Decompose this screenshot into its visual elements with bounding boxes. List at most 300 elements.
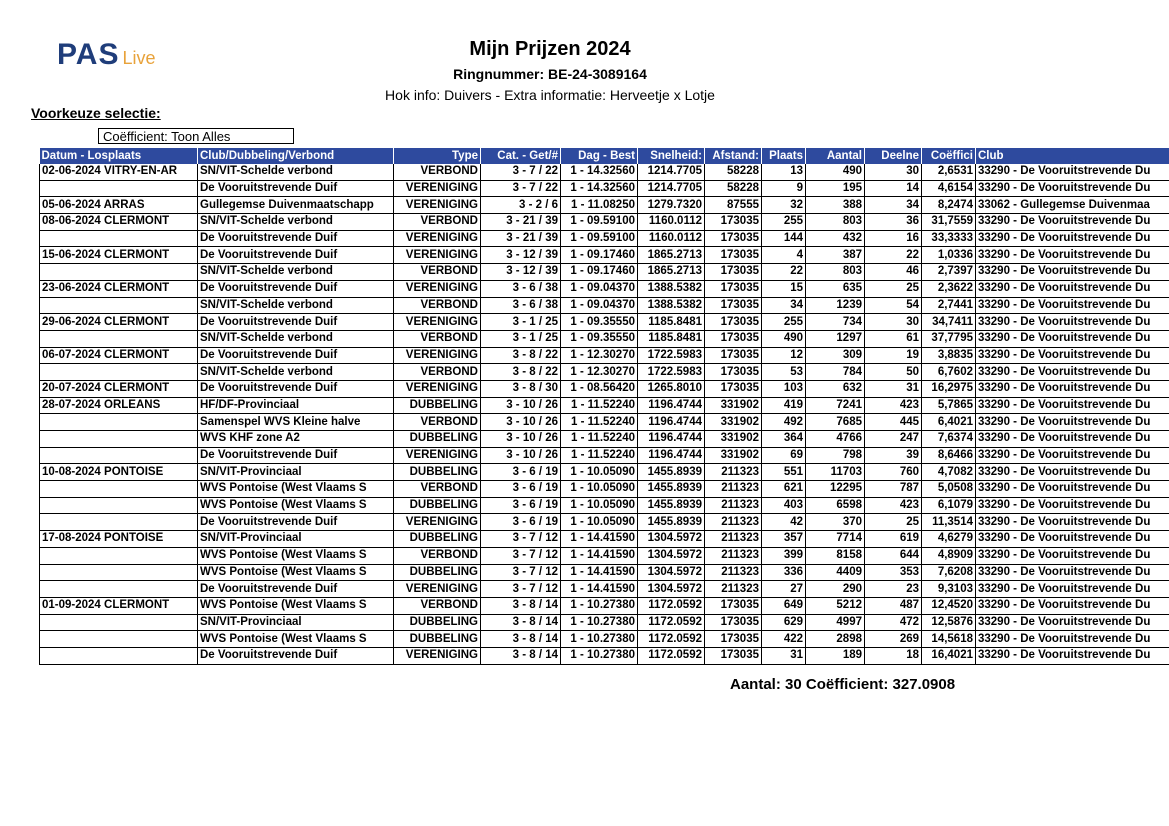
cell-snelheid: 1279.7320	[638, 197, 705, 214]
cell-deelne: 644	[865, 547, 922, 564]
cell-datum	[40, 614, 198, 631]
cell-dag: 1 - 14.32560	[561, 164, 638, 180]
cell-afstand: 331902	[705, 414, 762, 431]
cell-datum	[40, 180, 198, 197]
cell-club: 33290 - De Vooruitstrevende Du	[976, 397, 1169, 414]
cell-cat: 3 - 8 / 22	[481, 364, 561, 381]
cell-afstand: 211323	[705, 547, 762, 564]
cell-club-dubbeling: De Vooruitstrevende Duif	[198, 180, 394, 197]
cell-dag: 1 - 12.30270	[561, 347, 638, 364]
cell-club: 33290 - De Vooruitstrevende Du	[976, 447, 1169, 464]
cell-afstand: 211323	[705, 514, 762, 531]
cell-snelheid: 1455.8939	[638, 497, 705, 514]
table-row	[40, 464, 1169, 481]
cell-coefficient: 5,7865	[922, 397, 976, 414]
cell-type: VERBOND	[394, 264, 481, 281]
cell-club-dubbeling: SN/VIT-Schelde verbond	[198, 297, 394, 314]
cell-dag: 1 - 14.32560	[561, 180, 638, 197]
cell-snelheid: 1214.7705	[638, 164, 705, 180]
cell-cat: 3 - 6 / 38	[481, 280, 561, 297]
cell-deelne: 46	[865, 264, 922, 281]
cell-type: DUBBELING	[394, 464, 481, 481]
table-row	[40, 531, 1169, 548]
cell-aantal: 189	[806, 647, 865, 664]
cell-deelne: 61	[865, 330, 922, 347]
table-row	[40, 647, 1169, 664]
cell-type: VERBOND	[394, 481, 481, 498]
cell-club: 33290 - De Vooruitstrevende Du	[976, 564, 1169, 581]
cell-cat: 3 - 6 / 19	[481, 464, 561, 481]
cell-snelheid: 1160.0112	[638, 230, 705, 247]
cell-dag: 1 - 14.41590	[561, 564, 638, 581]
cell-cat: 3 - 8 / 14	[481, 614, 561, 631]
cell-afstand: 173035	[705, 330, 762, 347]
cell-club-dubbeling: SN/VIT-Provinciaal	[198, 464, 394, 481]
cell-snelheid: 1160.0112	[638, 214, 705, 231]
cell-afstand: 173035	[705, 347, 762, 364]
cell-snelheid: 1455.8939	[638, 481, 705, 498]
cell-dag: 1 - 09.04370	[561, 280, 638, 297]
cell-snelheid: 1304.5972	[638, 531, 705, 548]
cell-afstand: 211323	[705, 531, 762, 548]
cell-aantal: 784	[806, 364, 865, 381]
cell-plaats: 4	[762, 247, 806, 264]
cell-aantal: 2898	[806, 631, 865, 648]
cell-datum	[40, 564, 198, 581]
cell-type: VERBOND	[394, 214, 481, 231]
cell-type: VERENIGING	[394, 197, 481, 214]
cell-datum	[40, 514, 198, 531]
cell-plaats: 31	[762, 647, 806, 664]
cell-type: VERBOND	[394, 364, 481, 381]
cell-aantal: 8158	[806, 547, 865, 564]
cell-club: 33290 - De Vooruitstrevende Du	[976, 531, 1169, 548]
cell-deelne: 19	[865, 347, 922, 364]
cell-aantal: 490	[806, 164, 865, 180]
table-row	[40, 180, 1169, 197]
col-header-coefficient: Coëffici	[922, 148, 976, 164]
cell-deelne: 39	[865, 447, 922, 464]
cell-type: VERENIGING	[394, 247, 481, 264]
cell-datum	[40, 230, 198, 247]
table-row	[40, 564, 1169, 581]
cell-club: 33290 - De Vooruitstrevende Du	[976, 464, 1169, 481]
cell-plaats: 399	[762, 547, 806, 564]
cell-aantal: 4997	[806, 614, 865, 631]
cell-type: VERBOND	[394, 164, 481, 180]
cell-deelne: 760	[865, 464, 922, 481]
cell-cat: 3 - 8 / 14	[481, 631, 561, 648]
cell-plaats: 649	[762, 597, 806, 614]
cell-coefficient: 2,7397	[922, 264, 976, 281]
table-row	[40, 597, 1169, 614]
cell-cat: 3 - 7 / 22	[481, 164, 561, 180]
cell-plaats: 27	[762, 581, 806, 598]
cell-snelheid: 1388.5382	[638, 280, 705, 297]
col-header-club: Club	[976, 148, 1169, 164]
table-row	[40, 347, 1169, 364]
cell-plaats: 255	[762, 214, 806, 231]
cell-coefficient: 5,0508	[922, 481, 976, 498]
cell-type: DUBBELING	[394, 431, 481, 448]
cell-datum	[40, 414, 198, 431]
cell-club: 33290 - De Vooruitstrevende Du	[976, 581, 1169, 598]
cell-deelne: 54	[865, 297, 922, 314]
cell-afstand: 173035	[705, 230, 762, 247]
cell-deelne: 487	[865, 597, 922, 614]
cell-dag: 1 - 14.41590	[561, 547, 638, 564]
cell-club: 33290 - De Vooruitstrevende Du	[976, 314, 1169, 331]
cell-aantal: 632	[806, 380, 865, 397]
cell-coefficient: 6,7602	[922, 364, 976, 381]
table-row	[40, 447, 1169, 464]
cell-cat: 3 - 12 / 39	[481, 247, 561, 264]
cell-afstand: 173035	[705, 647, 762, 664]
cell-datum	[40, 330, 198, 347]
cell-club-dubbeling: De Vooruitstrevende Duif	[198, 447, 394, 464]
summary-totals: Aantal: 30 Coëfficient: 327.0908	[730, 676, 956, 693]
col-header-plaats: Plaats	[762, 148, 806, 164]
cell-club: 33290 - De Vooruitstrevende Du	[976, 414, 1169, 431]
table-row	[40, 247, 1169, 264]
cell-aantal: 7714	[806, 531, 865, 548]
cell-afstand: 331902	[705, 447, 762, 464]
cell-coefficient: 6,1079	[922, 497, 976, 514]
table-row	[40, 431, 1169, 448]
cell-deelne: 472	[865, 614, 922, 631]
cell-coefficient: 2,6531	[922, 164, 976, 180]
cell-afstand: 331902	[705, 397, 762, 414]
cell-datum	[40, 297, 198, 314]
table-row	[40, 364, 1169, 381]
cell-plaats: 9	[762, 180, 806, 197]
cell-datum: 28-07-2024 ORLEANS	[40, 397, 198, 414]
cell-afstand: 331902	[705, 431, 762, 448]
cell-datum: 06-07-2024 CLERMONT	[40, 347, 198, 364]
cell-coefficient: 2,7441	[922, 297, 976, 314]
cell-aantal: 387	[806, 247, 865, 264]
cell-deelne: 34	[865, 197, 922, 214]
cell-club: 33290 - De Vooruitstrevende Du	[976, 497, 1169, 514]
cell-club: 33290 - De Vooruitstrevende Du	[976, 264, 1169, 281]
cell-coefficient: 37,7795	[922, 330, 976, 347]
cell-type: DUBBELING	[394, 531, 481, 548]
cell-club-dubbeling: Samenspel WVS Kleine halve	[198, 414, 394, 431]
cell-deelne: 25	[865, 514, 922, 531]
cell-club-dubbeling: SN/VIT-Schelde verbond	[198, 214, 394, 231]
cell-dag: 1 - 09.59100	[561, 230, 638, 247]
cell-club: 33062 - Gullegemse Duivenmaa	[976, 197, 1169, 214]
cell-datum	[40, 431, 198, 448]
col-header-club-dubbeling: Club/Dubbeling/Verbond	[198, 148, 394, 164]
cell-snelheid: 1455.8939	[638, 464, 705, 481]
cell-cat: 3 - 6 / 19	[481, 481, 561, 498]
cell-cat: 3 - 8 / 14	[481, 647, 561, 664]
cell-club-dubbeling: De Vooruitstrevende Duif	[198, 247, 394, 264]
cell-plaats: 34	[762, 297, 806, 314]
cell-plaats: 403	[762, 497, 806, 514]
table-row	[40, 547, 1169, 564]
cell-dag: 1 - 11.52240	[561, 447, 638, 464]
cell-snelheid: 1214.7705	[638, 180, 705, 197]
cell-club-dubbeling: SN/VIT-Schelde verbond	[198, 330, 394, 347]
cell-afstand: 173035	[705, 631, 762, 648]
cell-afstand: 87555	[705, 197, 762, 214]
selection-label: Voorkeuze selectie:	[31, 105, 161, 121]
col-header-cat: Cat. - Get/#	[481, 148, 561, 164]
cell-plaats: 15	[762, 280, 806, 297]
cell-cat: 3 - 7 / 12	[481, 547, 561, 564]
cell-plaats: 336	[762, 564, 806, 581]
cell-type: DUBBELING	[394, 397, 481, 414]
cell-datum	[40, 581, 198, 598]
cell-afstand: 173035	[705, 247, 762, 264]
cell-aantal: 734	[806, 314, 865, 331]
cell-club-dubbeling: De Vooruitstrevende Duif	[198, 230, 394, 247]
cell-plaats: 22	[762, 264, 806, 281]
results-table	[39, 148, 1169, 665]
cell-afstand: 211323	[705, 497, 762, 514]
cell-dag: 1 - 09.17460	[561, 247, 638, 264]
cell-cat: 3 - 12 / 39	[481, 264, 561, 281]
cell-club-dubbeling: WVS Pontoise (West Vlaams S	[198, 631, 394, 648]
cell-coefficient: 14,5618	[922, 631, 976, 648]
cell-snelheid: 1172.0592	[638, 647, 705, 664]
cell-coefficient: 9,3103	[922, 581, 976, 598]
cell-aantal: 12295	[806, 481, 865, 498]
cell-plaats: 144	[762, 230, 806, 247]
cell-plaats: 551	[762, 464, 806, 481]
cell-datum: 10-08-2024 PONTOISE	[40, 464, 198, 481]
cell-afstand: 173035	[705, 214, 762, 231]
cell-aantal: 7241	[806, 397, 865, 414]
cell-type: VERENIGING	[394, 230, 481, 247]
cell-plaats: 490	[762, 330, 806, 347]
col-header-type: Type	[394, 148, 481, 164]
cell-club-dubbeling: HF/DF-Provinciaal	[198, 397, 394, 414]
cell-dag: 1 - 10.05090	[561, 481, 638, 498]
cell-deelne: 247	[865, 431, 922, 448]
cell-cat: 3 - 10 / 26	[481, 397, 561, 414]
cell-club: 33290 - De Vooruitstrevende Du	[976, 164, 1169, 180]
cell-cat: 3 - 1 / 25	[481, 330, 561, 347]
cell-club-dubbeling: WVS Pontoise (West Vlaams S	[198, 547, 394, 564]
cell-deelne: 269	[865, 631, 922, 648]
cell-type: VERENIGING	[394, 280, 481, 297]
cell-dag: 1 - 10.27380	[561, 614, 638, 631]
table-row	[40, 581, 1169, 598]
table-row	[40, 330, 1169, 347]
cell-aantal: 1297	[806, 330, 865, 347]
cell-datum: 01-09-2024 CLERMONT	[40, 597, 198, 614]
cell-coefficient: 8,2474	[922, 197, 976, 214]
cell-club-dubbeling: De Vooruitstrevende Duif	[198, 581, 394, 598]
cell-type: VERBOND	[394, 297, 481, 314]
cell-datum: 29-06-2024 CLERMONT	[40, 314, 198, 331]
cell-aantal: 370	[806, 514, 865, 531]
cell-type: DUBBELING	[394, 564, 481, 581]
cell-afstand: 211323	[705, 564, 762, 581]
cell-coefficient: 3,8835	[922, 347, 976, 364]
cell-cat: 3 - 6 / 19	[481, 514, 561, 531]
cell-datum: 08-06-2024 CLERMONT	[40, 214, 198, 231]
cell-club: 33290 - De Vooruitstrevende Du	[976, 514, 1169, 531]
cell-type: VERENIGING	[394, 314, 481, 331]
cell-cat: 3 - 7 / 12	[481, 564, 561, 581]
cell-club-dubbeling: WVS Pontoise (West Vlaams S	[198, 564, 394, 581]
cell-datum	[40, 447, 198, 464]
cell-coefficient: 1,0336	[922, 247, 976, 264]
cell-cat: 3 - 1 / 25	[481, 314, 561, 331]
cell-snelheid: 1172.0592	[638, 631, 705, 648]
cell-dag: 1 - 10.05090	[561, 514, 638, 531]
cell-datum	[40, 547, 198, 564]
cell-deelne: 22	[865, 247, 922, 264]
table-row	[40, 230, 1169, 247]
cell-plaats: 32	[762, 197, 806, 214]
hok-info: Hok info: Duivers - Extra informatie: Herveetje x Lotje	[385, 87, 715, 103]
cell-club-dubbeling: Gullegemse Duivenmaatschapp	[198, 197, 394, 214]
cell-club: 33290 - De Vooruitstrevende Du	[976, 631, 1169, 648]
cell-type: DUBBELING	[394, 631, 481, 648]
cell-club-dubbeling: De Vooruitstrevende Duif	[198, 514, 394, 531]
cell-dag: 1 - 08.56420	[561, 380, 638, 397]
cell-club-dubbeling: SN/VIT-Provinciaal	[198, 531, 394, 548]
cell-coefficient: 4,6279	[922, 531, 976, 548]
cell-snelheid: 1185.8481	[638, 330, 705, 347]
cell-plaats: 422	[762, 631, 806, 648]
cell-aantal: 388	[806, 197, 865, 214]
table-row	[40, 414, 1169, 431]
cell-datum: 23-06-2024 CLERMONT	[40, 280, 198, 297]
cell-cat: 3 - 8 / 22	[481, 347, 561, 364]
cell-deelne: 25	[865, 280, 922, 297]
cell-snelheid: 1196.4744	[638, 397, 705, 414]
cell-club: 33290 - De Vooruitstrevende Du	[976, 647, 1169, 664]
cell-coefficient: 4,7082	[922, 464, 976, 481]
cell-club: 33290 - De Vooruitstrevende Du	[976, 214, 1169, 231]
cell-plaats: 13	[762, 164, 806, 180]
cell-club: 33290 - De Vooruitstrevende Du	[976, 547, 1169, 564]
cell-dag: 1 - 10.27380	[561, 631, 638, 648]
cell-cat: 3 - 6 / 19	[481, 497, 561, 514]
cell-afstand: 173035	[705, 364, 762, 381]
table-row	[40, 380, 1169, 397]
cell-snelheid: 1722.5983	[638, 364, 705, 381]
cell-club: 33290 - De Vooruitstrevende Du	[976, 330, 1169, 347]
cell-afstand: 173035	[705, 614, 762, 631]
table-row	[40, 481, 1169, 498]
cell-club-dubbeling: De Vooruitstrevende Duif	[198, 314, 394, 331]
table-row	[40, 264, 1169, 281]
cell-type: VERBOND	[394, 330, 481, 347]
cell-snelheid: 1865.2713	[638, 247, 705, 264]
cell-datum	[40, 264, 198, 281]
cell-plaats: 364	[762, 431, 806, 448]
cell-deelne: 18	[865, 647, 922, 664]
table-row	[40, 214, 1169, 231]
cell-snelheid: 1265.8010	[638, 380, 705, 397]
cell-club-dubbeling: De Vooruitstrevende Duif	[198, 280, 394, 297]
table-row	[40, 280, 1169, 297]
table-row	[40, 197, 1169, 214]
cell-cat: 3 - 2 / 6	[481, 197, 561, 214]
col-header-snelheid: Snelheid:	[638, 148, 705, 164]
cell-snelheid: 1185.8481	[638, 314, 705, 331]
col-header-dag: Dag - Best	[561, 148, 638, 164]
cell-club-dubbeling: WVS Pontoise (West Vlaams S	[198, 481, 394, 498]
cell-club-dubbeling: SN/VIT-Schelde verbond	[198, 264, 394, 281]
cell-datum: 20-07-2024 CLERMONT	[40, 380, 198, 397]
cell-datum	[40, 647, 198, 664]
cell-coefficient: 12,5876	[922, 614, 976, 631]
cell-aantal: 195	[806, 180, 865, 197]
cell-afstand: 173035	[705, 280, 762, 297]
cell-club: 33290 - De Vooruitstrevende Du	[976, 481, 1169, 498]
cell-club-dubbeling: WVS KHF zone A2	[198, 431, 394, 448]
cell-club-dubbeling: De Vooruitstrevende Duif	[198, 380, 394, 397]
cell-deelne: 36	[865, 214, 922, 231]
coefficient-select[interactable]: Coëfficient: Toon Alles	[98, 128, 294, 144]
cell-club: 33290 - De Vooruitstrevende Du	[976, 230, 1169, 247]
cell-cat: 3 - 8 / 14	[481, 597, 561, 614]
cell-plaats: 69	[762, 447, 806, 464]
cell-dag: 1 - 11.08250	[561, 197, 638, 214]
cell-cat: 3 - 10 / 26	[481, 447, 561, 464]
cell-dag: 1 - 10.05090	[561, 464, 638, 481]
cell-cat: 3 - 10 / 26	[481, 414, 561, 431]
cell-club-dubbeling: WVS Pontoise (West Vlaams S	[198, 597, 394, 614]
cell-type: VERENIGING	[394, 447, 481, 464]
cell-afstand: 211323	[705, 481, 762, 498]
cell-cat: 3 - 7 / 12	[481, 581, 561, 598]
cell-datum	[40, 481, 198, 498]
cell-club: 33290 - De Vooruitstrevende Du	[976, 280, 1169, 297]
cell-club: 33290 - De Vooruitstrevende Du	[976, 597, 1169, 614]
cell-type: VERENIGING	[394, 347, 481, 364]
cell-deelne: 423	[865, 397, 922, 414]
cell-plaats: 621	[762, 481, 806, 498]
cell-type: VERENIGING	[394, 514, 481, 531]
cell-type: VERBOND	[394, 414, 481, 431]
cell-club: 33290 - De Vooruitstrevende Du	[976, 431, 1169, 448]
table-row	[40, 514, 1169, 531]
cell-aantal: 635	[806, 280, 865, 297]
cell-type: VERENIGING	[394, 647, 481, 664]
cell-club-dubbeling: SN/VIT-Schelde verbond	[198, 364, 394, 381]
cell-dag: 1 - 11.52240	[561, 397, 638, 414]
cell-aantal: 1239	[806, 297, 865, 314]
cell-aantal: 4409	[806, 564, 865, 581]
cell-snelheid: 1455.8939	[638, 514, 705, 531]
cell-datum: 02-06-2024 VITRY-EN-AR	[40, 164, 198, 180]
cell-cat: 3 - 21 / 39	[481, 214, 561, 231]
col-header-aantal: Aantal	[806, 148, 865, 164]
cell-club: 33290 - De Vooruitstrevende Du	[976, 297, 1169, 314]
cell-deelne: 787	[865, 481, 922, 498]
cell-coefficient: 7,6374	[922, 431, 976, 448]
cell-coefficient: 16,4021	[922, 647, 976, 664]
cell-deelne: 31	[865, 380, 922, 397]
cell-coefficient: 8,6466	[922, 447, 976, 464]
cell-coefficient: 2,3622	[922, 280, 976, 297]
cell-cat: 3 - 7 / 22	[481, 180, 561, 197]
cell-dag: 1 - 09.04370	[561, 297, 638, 314]
cell-plaats: 53	[762, 364, 806, 381]
cell-type: VERBOND	[394, 547, 481, 564]
logo-main-text: PAS	[57, 38, 120, 71]
cell-plaats: 419	[762, 397, 806, 414]
